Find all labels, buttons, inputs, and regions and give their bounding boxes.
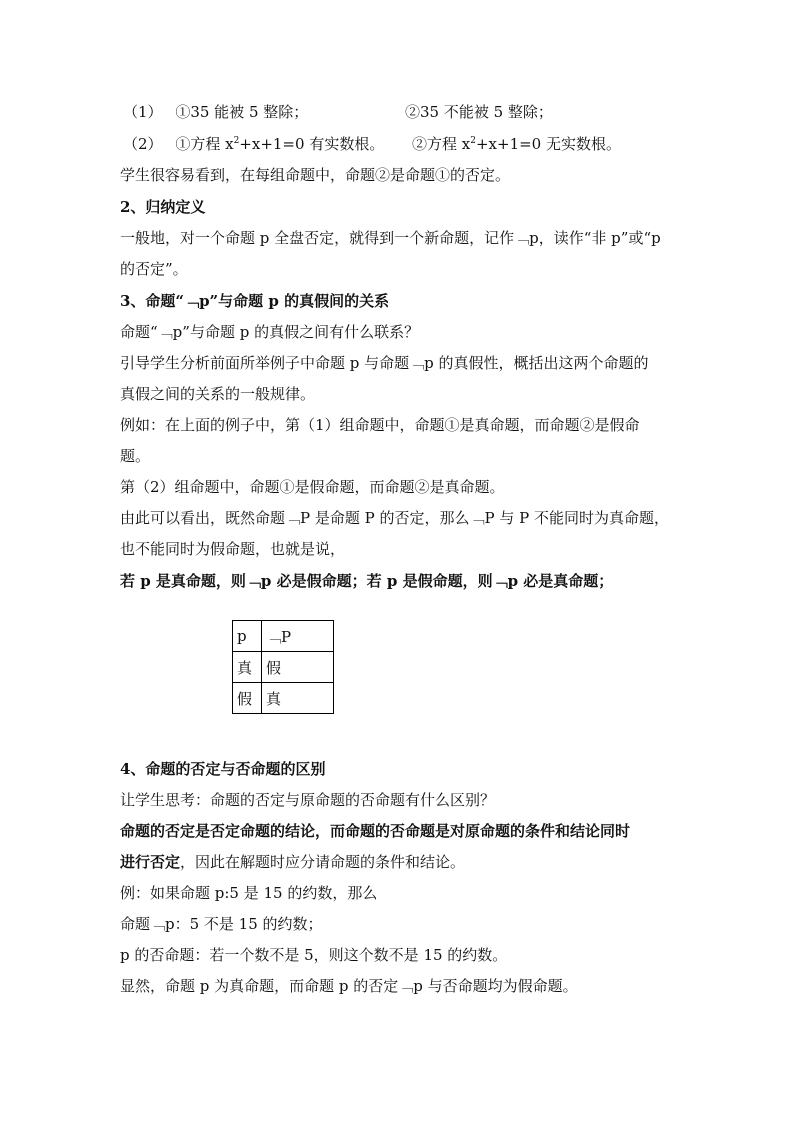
paragraph-definition-1: 一般地，对一个命题 p 全盘否定，就得到一个新命题，记作﹁p，读作“非 p”或“p <box>120 229 661 247</box>
table-cell: 假 <box>262 652 334 683</box>
paragraph-conclusion-2: 也不能同时为假命题，也就是说， <box>120 540 346 558</box>
table-row <box>233 652 334 683</box>
proposition-2: ②方程 $x^2+x+1=0$ 无实数根。 <box>412 135 621 153</box>
table-header-cell: p <box>233 621 262 652</box>
heading-difference: 4、命题的否定与否命题的区别 <box>120 760 326 778</box>
paragraph-difference-2: 进行否定，因此在解题时应分请命题的条件和结论。 <box>120 853 466 871</box>
example-intro: 例：如果命题 p:5 是 15 的约数，那么 <box>120 884 378 902</box>
paragraph-guide-1: 引导学生分析前面所举例子中命题 p 与命题﹁p 的真假性，概括出这两个命题的 <box>120 354 649 372</box>
truth-table <box>232 620 334 714</box>
example-inverse: p 的否命题：若一个数不是 5，则这个数不是 15 的约数。 <box>120 946 508 964</box>
heading-definition: 2、归纳定义 <box>120 198 206 216</box>
paragraph-example-3: 第（2）组命题中，命题①是假命题，而命题②是真命题。 <box>120 478 505 496</box>
proposition-2: ②35 不能被 5 整除； <box>405 103 553 121</box>
table-cell: 假 <box>233 683 262 714</box>
paragraph-example-2: 题。 <box>120 447 151 465</box>
paragraph-difference-1: 命题的否定是否定命题的结论，而命题的否命题是对原命题的条件和结论同时 <box>120 822 631 840</box>
paragraph-example-1: 例如：在上面的例子中，第（1）组命题中，命题①是真命题，而命题②是假命 <box>120 416 640 434</box>
question-truth-relation: 命题“﹁p”与命题 p 的真假之间有什么联系？ <box>120 323 420 341</box>
rule-statement: 若 p 是真命题，则﹁p 必是假命题；若 p 是假命题，则﹁p 必是真命题； <box>120 572 614 590</box>
heading-truth-relation: 3、命题“﹁p”与命题 p 的真假间的关系 <box>120 292 390 310</box>
proposition-1: ①35 能被 5 整除； <box>175 103 309 121</box>
proposition-1: ①方程 $x^2+x+1=0$ 有实数根。 <box>175 135 385 153</box>
table-cell: 真 <box>233 652 262 683</box>
table-row <box>233 683 334 714</box>
group-label: （2） <box>123 135 163 153</box>
paragraph-observe: 学生很容易看到，在每组命题中，命题②是命题①的否定。 <box>120 166 511 184</box>
paragraph-conclusion-1: 由此可以看出，既然命题﹁P 是命题 P 的否定，那么﹁P 与 P 不能同时为真命题， <box>120 509 669 527</box>
example-negation: 命题﹁p：5 不是 15 的约数； <box>120 915 323 933</box>
question-difference: 让学生思考：命题的否定与原命题的否命题有什么区别？ <box>120 791 496 809</box>
table-cell: 真 <box>262 683 334 714</box>
example-group-1 <box>123 102 553 122</box>
paragraph-guide-2: 真假之间的关系的一般规律。 <box>120 385 316 403</box>
example-group-2 <box>123 134 621 154</box>
example-conclusion: 显然，命题 p 为真命题，而命题 p 的否定﹁p 与否命题均为假命题。 <box>120 977 578 995</box>
group-label: （1） <box>123 103 163 121</box>
table-header-cell: ﹁P <box>262 621 334 652</box>
table-header-row <box>233 621 334 652</box>
paragraph-definition-2: 的否定”。 <box>120 260 188 278</box>
